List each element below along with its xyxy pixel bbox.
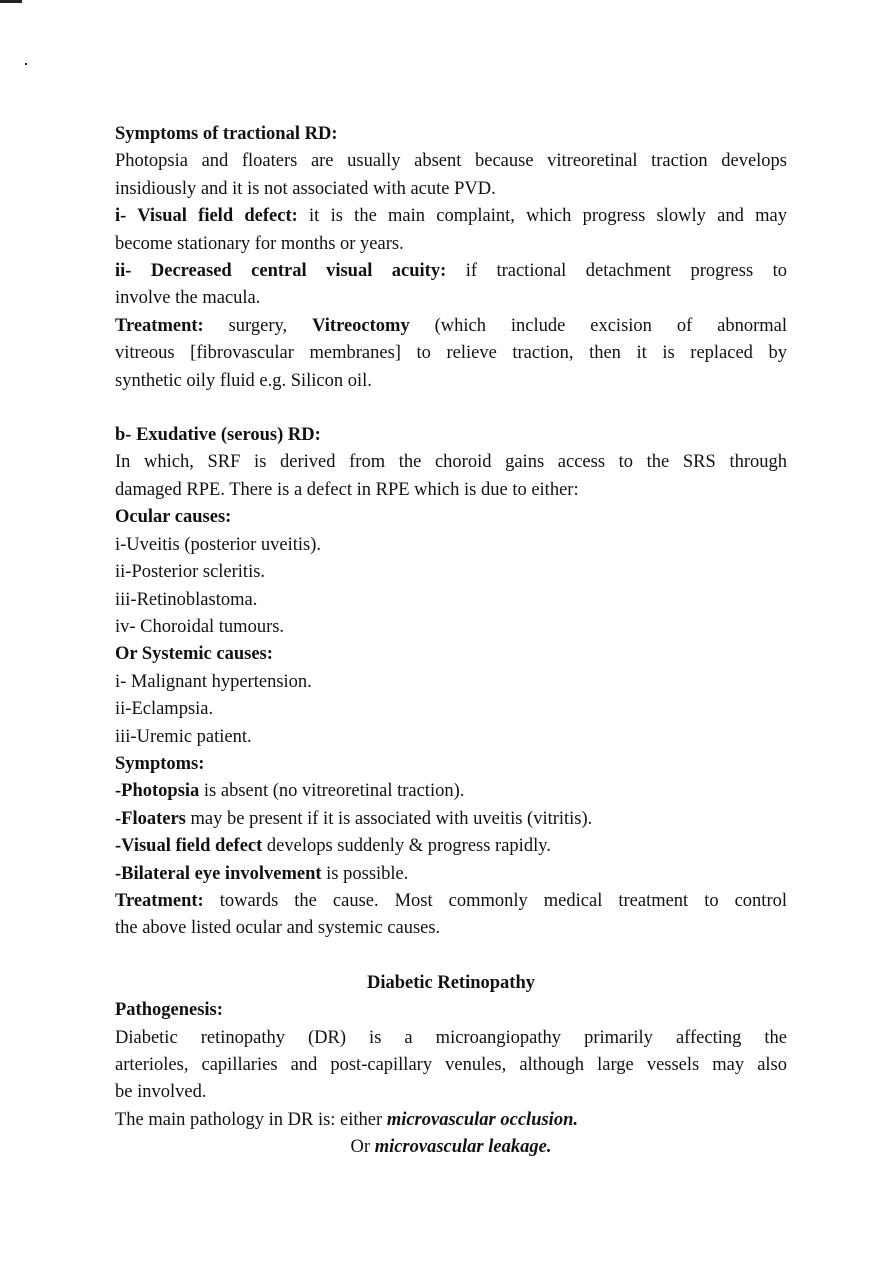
subheading: Symptoms: xyxy=(115,753,205,774)
paragraph-line: insidiously and it is not associated with acute PVD. xyxy=(115,178,496,199)
exudative-rd-section xyxy=(115,422,787,943)
treatment-text: (which include excision of abnormal xyxy=(409,315,787,336)
symptom-text: may be present if it is associated with uveitis (vitritis). xyxy=(185,808,593,829)
item-text: it is the main complaint, which progress slowly and may xyxy=(297,206,787,227)
spacer xyxy=(115,943,787,970)
paragraph-line: involve the macula. xyxy=(115,288,261,309)
tractional-rd-section xyxy=(115,121,787,395)
treatment-label: Treatment: xyxy=(115,890,204,911)
paragraph-line: synthetic oily fluid e.g. Silicon oil. xyxy=(115,370,372,391)
list-item: i-Uveitis (posterior uveitis). xyxy=(115,534,322,555)
treatment-text: towards the cause. Most commonly medical treatment to control xyxy=(203,890,787,911)
subheading: Pathogenesis: xyxy=(115,1000,223,1021)
or-prefix: Or xyxy=(350,1137,375,1158)
list-item xyxy=(115,203,787,230)
main-pathology-prefix: The main pathology in DR is: either xyxy=(115,1109,387,1130)
list-item xyxy=(115,258,787,285)
list-item: ii-Posterior scleritis. xyxy=(115,562,266,583)
symptom-label: -Floaters xyxy=(115,808,186,829)
list-item: iii-Uremic patient. xyxy=(115,726,252,747)
paragraph-line: arterioles, capillaries and post-capillary venules, although large vessels may also xyxy=(115,1055,787,1075)
symptom-label: -Bilateral eye involvement xyxy=(115,863,322,884)
list-item: iv- Choroidal tumours. xyxy=(115,616,285,637)
main-pathology-leakage: microvascular leakage. xyxy=(374,1137,552,1158)
symptom-item xyxy=(115,833,787,860)
chapter-title: Diabetic Retinopathy xyxy=(366,972,536,993)
subheading: Or Systemic causes: xyxy=(115,644,273,665)
list-item: i- Malignant hypertension. xyxy=(115,671,312,692)
paragraph-line: vitreous [fibrovascular membranes] to relieve traction, then it is replaced by xyxy=(115,343,787,364)
symptom-label: -Photopsia xyxy=(115,781,200,802)
subheading: Ocular causes: xyxy=(115,507,232,528)
paragraph-line xyxy=(115,1107,787,1134)
symptom-label: -Visual field defect xyxy=(115,836,263,857)
paragraph-line xyxy=(115,1134,787,1161)
treatment-line xyxy=(115,888,787,915)
symptom-item xyxy=(115,778,787,805)
treatment-label: Treatment: xyxy=(115,315,204,336)
item-text: if tractional detachment progress to xyxy=(446,261,787,282)
paragraph-line: Diabetic retinopathy (DR) is a microangiopathy primarily affecting the xyxy=(115,1027,787,1048)
treatment-bold: Vitreoctomy xyxy=(312,315,410,336)
paragraph-line: become stationary for months or years. xyxy=(115,233,404,254)
paragraph-line: damaged RPE. There is a defect in RPE which is due to either: xyxy=(115,479,579,500)
symptom-item xyxy=(115,806,787,833)
diabetic-retinopathy-section xyxy=(115,970,787,1162)
item-label: i- Visual field defect: xyxy=(115,206,298,227)
main-pathology-occlusion: microvascular occlusion. xyxy=(386,1109,578,1130)
section-heading: b- Exudative (serous) RD: xyxy=(115,425,321,446)
paragraph-line: Photopsia and floaters are usually absent because vitreoretinal traction develops xyxy=(115,151,787,172)
symptom-text: develops suddenly & progress rapidly. xyxy=(262,836,551,857)
scan-artifact xyxy=(0,0,22,3)
list-item: ii-Eclampsia. xyxy=(115,699,214,720)
spacer xyxy=(115,395,787,422)
item-label: ii- Decreased central visual acuity: xyxy=(115,261,447,282)
list-item: iii-Retinoblastoma. xyxy=(115,589,258,610)
symptom-text: is absent (no vitreoretinal traction). xyxy=(199,781,465,802)
scan-dot xyxy=(25,63,27,65)
paragraph-line: the above listed ocular and systemic causes. xyxy=(115,918,441,939)
paragraph-line: be involved. xyxy=(115,1082,207,1103)
treatment-line xyxy=(115,313,787,340)
document-page xyxy=(115,121,787,1162)
treatment-text: surgery, xyxy=(203,315,313,336)
symptom-text: is possible. xyxy=(321,863,409,884)
section-heading: Symptoms of tractional RD: xyxy=(115,124,338,144)
paragraph-line: In which, SRF is derived from the choroid gains access to the SRS through xyxy=(115,452,787,473)
symptom-item xyxy=(115,861,787,888)
